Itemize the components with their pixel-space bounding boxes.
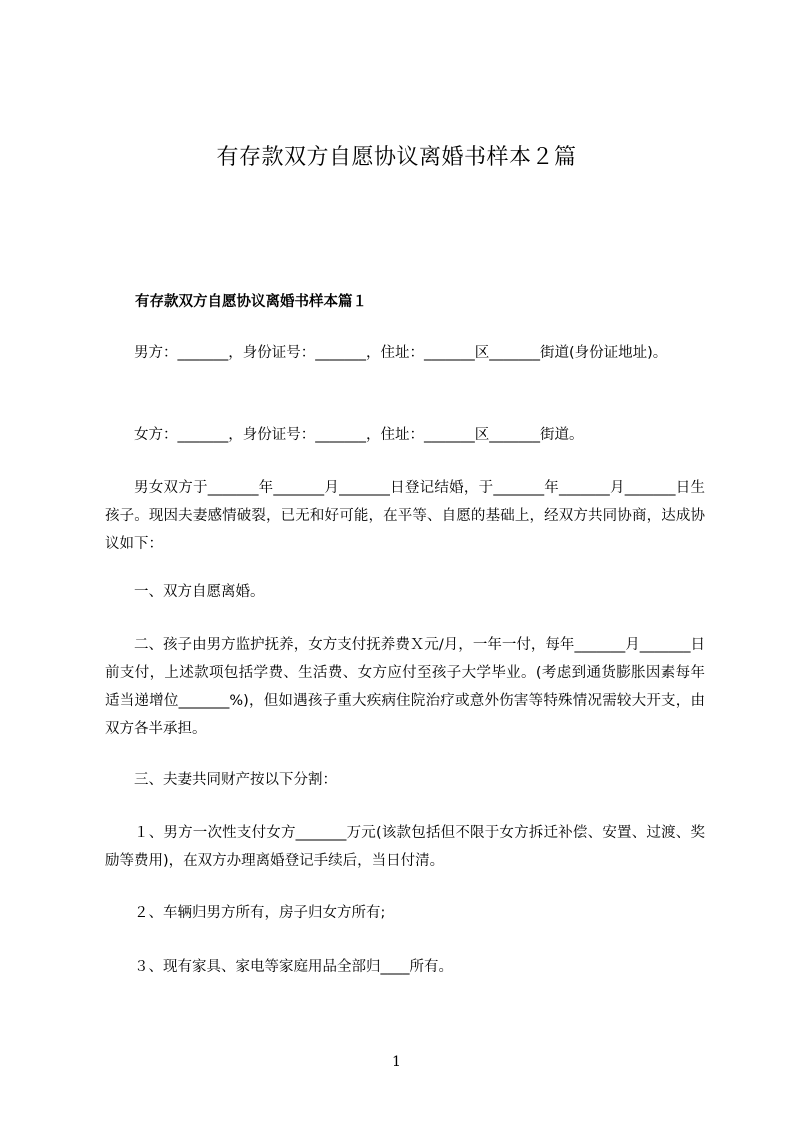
- paragraph-marriage-info: 男女双方于_______年_______月_______日登记结婚，于_______年_______月_______日生孩子。现因夫妻感情破裂，已无和好可能，在平等、自愿的基础上，经双方共同协商，达成协议如下：: [105, 480, 705, 552]
- page-number: 1: [392, 1054, 401, 1070]
- paragraph-property-item-1: １、男方一次性支付女方_______万元(该款包括但不限于女方拆迁补偿、安置、过渡、奖励等费用)，在双方办理离婚登记手续后，当日付清。: [105, 825, 705, 869]
- document-title: 有存款双方自愿协议离婚书样本２篇: [216, 145, 577, 170]
- paragraph-property-item-3: ３、现有家具、家电等家庭用品全部归____所有。: [134, 959, 453, 975]
- paragraph-clause-property: 三、夫妻共同财产按以下分割：: [134, 772, 337, 788]
- paragraph-property-item-2: ２、车辆归男方所有，房子归女方所有;: [134, 905, 386, 921]
- paragraph-clause-child-custody: 二、孩子由男方监护抚养，女方支付抚养费Ｘ元/月，一年一付，每年_______月_______日前支付，上述款项包括学费、生活费、女方应付至孩子大学毕业。(考虑到通货膨胀因素每年适当递增位_______%)，但如遇孩子重大疾病住院治疗或意外伤害等特殊情况需较大开支，由双方各半承担。: [105, 637, 705, 737]
- paragraph-clause-divorce: 一、双方自愿离婚。: [134, 584, 265, 600]
- section-heading: 有存款双方自愿协议离婚书样本篇１: [135, 294, 367, 310]
- paragraph-male-party: 男方：_______，身份证号：_______，住址：_______区_______街道(身份证地址)。: [134, 345, 668, 361]
- paragraph-female-party: 女方：_______，身份证号：_______，住址：_______区_______街道。: [134, 427, 584, 443]
